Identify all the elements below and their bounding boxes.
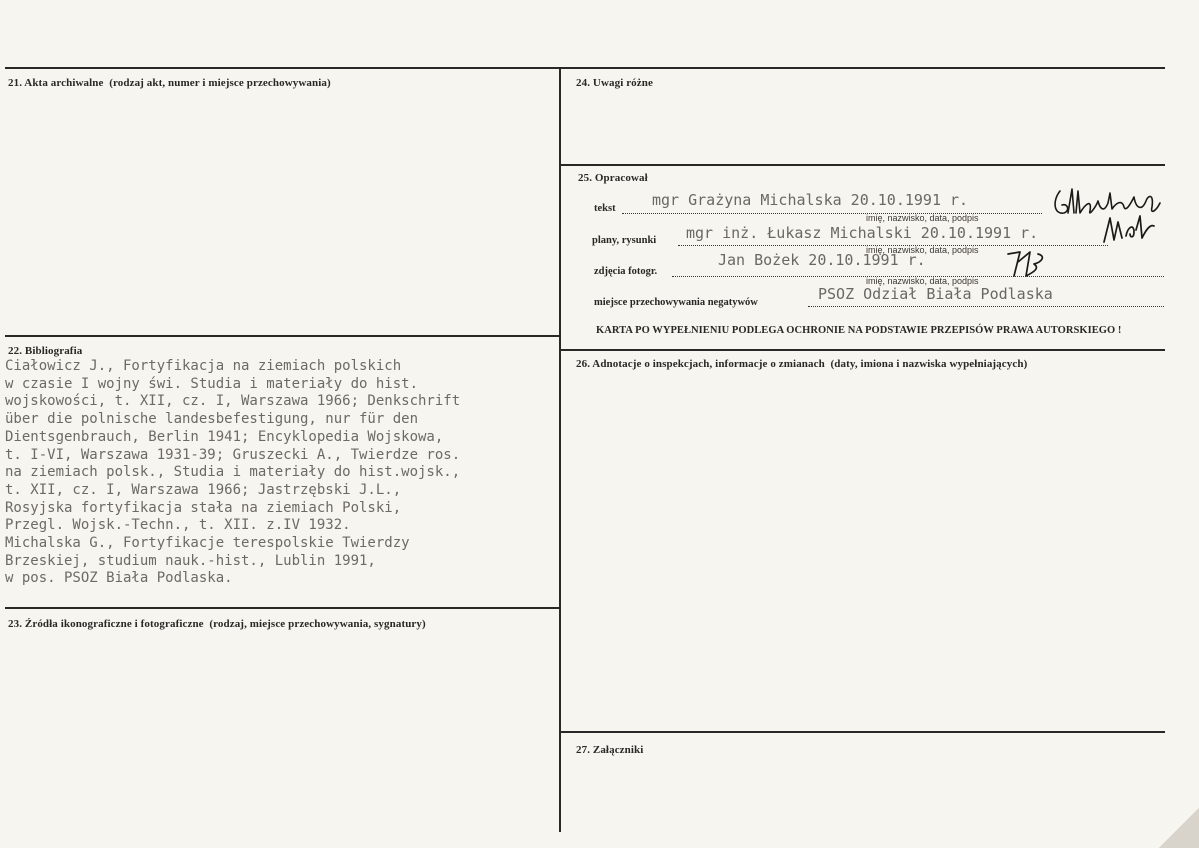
tekst-caption: imię, nazwisko, data, podpis [866, 213, 979, 223]
bibliography-line: w czasie I wojny świ. Studia i materiały do hist. [5, 375, 419, 392]
bibliography-line: Przegl. Wojsk.-Techn., t. XII. z.IV 1932. [5, 517, 351, 534]
section-25-title: 25. Opracował [578, 172, 648, 184]
negatywy-label: miejsce przechowywania negatywów [594, 297, 758, 308]
column-divider [559, 67, 561, 832]
bibliography-text [5, 358, 557, 588]
bibliography-line: Dientsgenbrauch, Berlin 1941; Encyklopedia Wojskowa, [5, 428, 444, 445]
bibliography-line: über die polnische landesbefestigung, nur für den [5, 411, 419, 428]
zdjecia-label: zdjęcia fotogr. [594, 266, 658, 277]
plany-label: plany, rysunki [592, 235, 657, 246]
section-27-title: 27. Załączniki [576, 744, 644, 756]
plany-value: mgr inż. Łukasz Michalski 20.10.1991 r. [686, 224, 1039, 242]
bibliography-line: t. I-VI, Warszawa 1931-39; Gruszecki A., Twierdze ros. [5, 446, 461, 463]
section-26-title: 26. Adnotacje o inspekcjach, informacje o zmianach (daty, imiona i nazwiska wypełniających) [576, 358, 1028, 370]
section-24-title: 24. Uwagi różne [576, 77, 653, 89]
zdjecia-value: Jan Bożek 20.10.1991 r. [718, 251, 926, 269]
page-corner-curl [1159, 808, 1199, 848]
negatywy-dotted-line [808, 306, 1164, 307]
bibliography-line: Rosyjska fortyfikacja stała na ziemiach Polski, [5, 499, 402, 516]
section-22-title: 22. Bibliografia [8, 345, 83, 357]
negatywy-value: PSOZ Odział Biała Podlaska [818, 285, 1053, 303]
bibliography-line: t. XII, cz. I, Warszawa 1966; Jastrzębski J.L., [5, 481, 402, 498]
section-23-title: 23. Źródła ikonograficzne i fotograficzne (rodzaj, miejsce przechowywania, sygnatury) [8, 618, 426, 630]
rule-21-22 [5, 335, 559, 337]
top-rule [5, 67, 1165, 69]
bibliography-line: w pos. PSOZ Biała Podlaska. [5, 570, 233, 587]
bibliography-line: Michalska G., Fortyfikacje terespolskie Twierdzy [5, 535, 410, 552]
signature-plany-icon [1100, 212, 1156, 246]
tekst-label: tekst [594, 203, 616, 214]
tekst-dotted-line [622, 213, 1042, 214]
rule-24-25 [561, 164, 1165, 166]
plany-caption: imię, nazwisko, data, podpis [866, 245, 979, 255]
zdjecia-caption: imię, nazwisko, data, podpis [866, 276, 979, 286]
rule-26-27 [561, 731, 1165, 733]
bibliography-line: na ziemiach polsk., Studia i materiały do hist.wojsk., [5, 464, 461, 481]
bibliography-line: Brzeskiej, studium nauk.-hist., Lublin 1991, [5, 552, 376, 569]
copyright-warning: KARTA PO WYPEŁNIENIU PODLEGA OCHRONIE NA PODSTAWIE PRZEPISÓW PRAWA AUTORSKIEGO ! [596, 325, 1122, 336]
signature-bozek-icon [1004, 246, 1050, 280]
bibliography-line: wojskowości, t. XII, cz. I, Warszawa 1966; Denkschrift [5, 393, 461, 410]
section-21-title: 21. Akta archiwalne (rodzaj akt, numer i miejsce przechowywania) [8, 77, 331, 89]
tekst-value: mgr Grażyna Michalska 20.10.1991 r. [652, 191, 969, 209]
rule-25-26 [561, 349, 1165, 351]
bibliography-line: Ciałowicz J., Fortyfikacja na ziemiach polskich [5, 358, 402, 374]
rule-22-23 [5, 607, 559, 609]
